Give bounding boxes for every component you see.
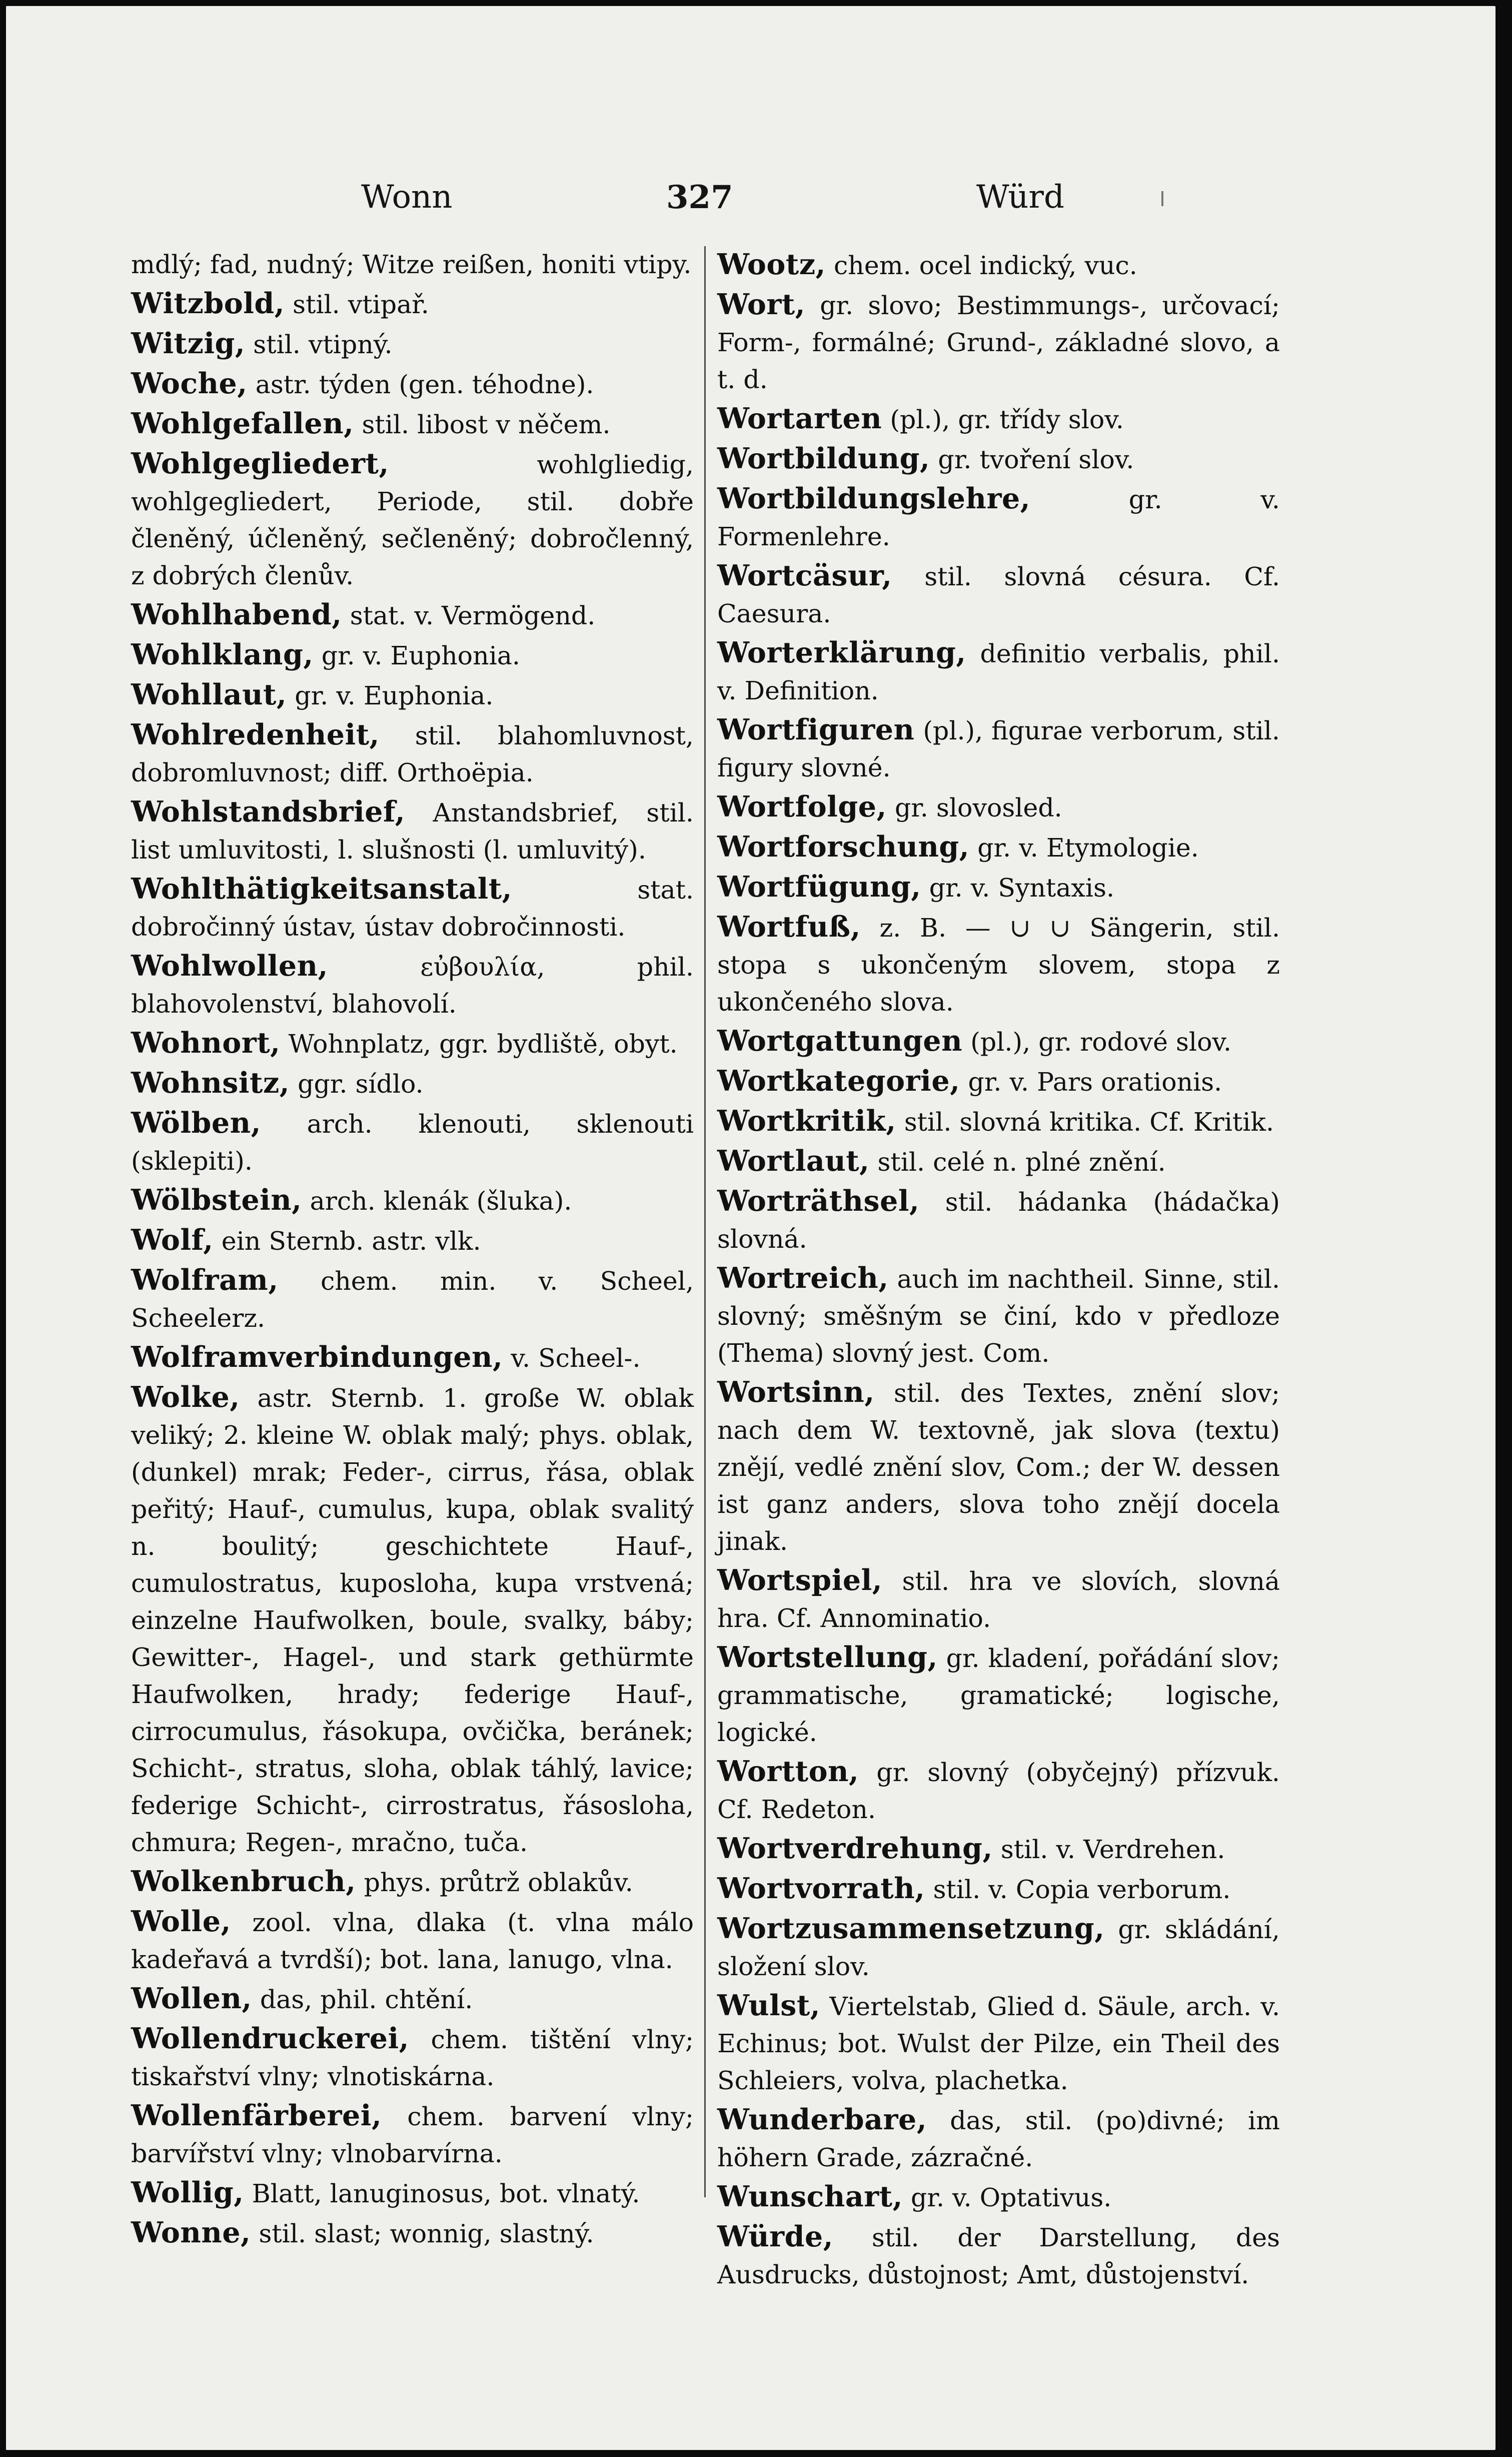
dictionary-entry: [131, 1863, 694, 1901]
entry-headword: Wortfügung,: [717, 870, 921, 904]
dictionary-entry: [131, 1379, 694, 1861]
dictionary-entry: [717, 909, 1280, 1021]
entry-definition: gr. v. Formenlehre.: [717, 485, 1280, 551]
dictionary-entry: [717, 1562, 1280, 1637]
entry-definition: Viertelstab, Glied d. Säule, arch. v. Echinus; bot. Wulst der Pilze, ein Theil des Schleiers, volva, plachetka.: [717, 1992, 1280, 2095]
dictionary-entry: [717, 1753, 1280, 1828]
entry-definition: gr. v. Euphonia.: [295, 681, 494, 710]
dictionary-entry: [717, 480, 1280, 555]
entry-headword: Wohnort,: [131, 1026, 281, 1060]
dictionary-entry: [717, 1183, 1280, 1258]
entry-definition: stat. v. Vermögend.: [350, 601, 596, 630]
entry-headword: Wortkritik,: [717, 1104, 896, 1138]
entry-definition: stil. slast; wonnig, slastný.: [259, 2219, 594, 2248]
entry-definition: astr. Sternb. 1. große W. oblak veliký; 2. kleine W. oblak malý; phys. oblak, (dunkel) mrak; Feder-, cirrus, řása, oblak peřitý; Hauf-, cumulus, kupa, oblak svalitý n. boulitý; geschichtete Hauf-, cumulostratus, kuposloha, kupa vrstvená; einzelne Haufwolken, boule, svalky, báby; Gewitter-, Hagel-, und stark gethürmte Haufwolken, hrady; federige Hauf-, cirrocumulus, řásokupa, ovčička, beránek; Schicht-, stratus, sloha, oblak táhlý, lavice; federige Schicht-, cirrostratus, řásosloha, chmura; Regen-, mračno, tuča.: [131, 1383, 694, 1857]
entry-headword: Wolke,: [131, 1380, 240, 1414]
entry-headword: Wulst,: [717, 1989, 821, 2022]
entry-definition: stil. celé n. plné znění.: [877, 1147, 1166, 1177]
entry-definition: stil. hra ve slovích, slovná hra. Cf. Annominatio.: [717, 1566, 1280, 1633]
dictionary-entry: [131, 636, 694, 674]
entry-definition: gr. v. Euphonia.: [321, 641, 520, 670]
entry-definition: Anstandsbrief, stil. list umluvitosti, l. slušnosti (l. umluvitý).: [131, 798, 694, 865]
entry-headword: Wohlgegliedert,: [131, 447, 389, 480]
entry-headword: Wohlthätigkeitsanstalt,: [131, 872, 512, 906]
entry-definition: das, phil. chtění.: [260, 1985, 473, 2014]
entry-definition: gr. v. Etymologie.: [977, 833, 1199, 863]
entry-headword: Wölbstein,: [131, 1183, 302, 1217]
entry-headword: Wolkenbruch,: [131, 1865, 356, 1898]
entry-headword: Wortbildungslehre,: [717, 482, 1031, 515]
dictionary-entry: [131, 1182, 694, 1220]
dictionary-entry: [717, 557, 1280, 632]
entry-headword: Wollig,: [131, 2176, 244, 2209]
entry-definition: stil. v. Copia verborum.: [933, 1875, 1231, 1904]
entry-definition: stil. vtipný.: [253, 330, 393, 359]
entry-definition: chem. ocel indický, vuc.: [834, 251, 1137, 280]
dictionary-entry: [131, 2020, 694, 2095]
dictionary-entry: [717, 1143, 1280, 1181]
entry-headword: Wortbildung,: [717, 442, 930, 475]
dictionary-entry: [717, 246, 1280, 284]
entry-headword: Wortverdrehung,: [717, 1832, 993, 1865]
entry-headword: Wölben,: [131, 1106, 261, 1140]
entry-definition: εὐβουλία, phil. blahovolenství, blahovolí.: [131, 952, 694, 1019]
dictionary-entry: [131, 405, 694, 443]
entry-definition: stil. hádanka (hádačka) slovná.: [717, 1187, 1280, 1254]
dictionary-entry: [131, 1339, 694, 1377]
entry-definition: stil. vtipař.: [293, 290, 429, 319]
entry-definition: auch im nachtheil. Sinne, stil. slovný; směšným se činí, kdo v předloze (Thema) slovný jest. Com.: [717, 1264, 1280, 1368]
entry-definition: gr. tvoření slov.: [938, 445, 1134, 474]
entry-definition: gr. kladení, pořádání slov; grammatische, gramatické; logische, logické.: [717, 1644, 1280, 1747]
column-divider: [704, 246, 706, 2197]
entry-definition: Wohnplatz, ggr. bydliště, obyt.: [288, 1029, 678, 1059]
dictionary-entry: [717, 869, 1280, 907]
dictionary-entry: [131, 1980, 694, 2018]
entry-headword: Wortton,: [717, 1755, 859, 1788]
dictionary-entry: [131, 285, 694, 323]
entry-headword: Wohlstandsbrief,: [131, 795, 406, 829]
dictionary-entry: [717, 400, 1280, 438]
dictionary-entry: [131, 793, 694, 869]
dictionary-entry: [131, 365, 694, 403]
dictionary-entry: [717, 1910, 1280, 1985]
dictionary-entry: [717, 2101, 1280, 2176]
entry-headword: Wort,: [717, 288, 806, 321]
dictionary-entry: [131, 676, 694, 714]
entry-definition: stil. slovná kritika. Cf. Kritik.: [904, 1107, 1274, 1137]
dictionary-entry: [131, 1105, 694, 1180]
entry-headword: Wortlaut,: [717, 1144, 870, 1178]
entry-definition: chem. min. v. Scheel, Scheelerz.: [131, 1266, 694, 1333]
entry-headword: Wollenfärberei,: [131, 2099, 382, 2132]
page-number: 327: [666, 179, 733, 216]
entry-headword: Wollendruckerei,: [131, 2022, 409, 2055]
dictionary-entry: [131, 871, 694, 946]
entry-definition: z. B. — ∪ ∪ Sängerin, stil. stopa s ukončeným slovem, stopa z ukončeného slova.: [717, 913, 1280, 1017]
entry-headword: Wohlredenheit,: [131, 718, 380, 751]
entry-headword: Wortstellung,: [717, 1641, 938, 1674]
entry-definition: phys. průtrž oblakův.: [364, 1868, 633, 1897]
entry-headword: Wolfram,: [131, 1263, 279, 1297]
entry-definition: gr. slovo; Bestimmungs-, určovací; Form-, formálné; Grund-, základné slovo, a t. d.: [717, 291, 1280, 394]
dictionary-entry: [717, 1374, 1280, 1560]
entry-headword: Wortreich,: [717, 1261, 889, 1295]
entry-definition: chem. tištění vlny; tiskařství vlny; vlnotiskárna.: [131, 2025, 694, 2091]
entry-definition: gr. slovosled.: [894, 793, 1062, 823]
entry-definition: zool. vlna, dlaka (t. vlna málo kadeřavá a tvrdší); bot. lana, lanugo, vlna.: [131, 1908, 694, 1974]
entry-headword: Wolle,: [131, 1905, 231, 1938]
entry-definition: ggr. sídlo.: [298, 1069, 424, 1099]
left-column: [131, 246, 694, 2252]
dictionary-entry: [131, 948, 694, 1023]
entry-definition: stat. dobročinný ústav, ústav dobročinnosti.: [131, 875, 694, 942]
entry-definition: (pl.), gr. třídy slov.: [890, 405, 1124, 434]
entry-headword: Wortcäsur,: [717, 559, 892, 592]
dictionary-entry: [717, 1103, 1280, 1141]
right-column: [717, 246, 1280, 2293]
entry-definition: gr. v. Syntaxis.: [929, 873, 1115, 903]
entry-headword: Witzbold,: [131, 287, 285, 320]
dictionary-entry: [717, 1063, 1280, 1101]
entry-definition: arch. klenák (šluka).: [310, 1186, 572, 1216]
entry-definition: arch. klenouti, sklenouti (sklepiti).: [131, 1109, 694, 1176]
entry-headword: Wortzusammensetzung,: [717, 1912, 1105, 1945]
entry-headword: Wortfuß,: [717, 910, 861, 944]
dictionary-entry: [717, 2218, 1280, 2293]
entry-definition: mdlý; fad, nudný; Witze reißen, honiti vtipy.: [131, 250, 692, 279]
entry-headword: Wortfiguren: [717, 713, 915, 746]
dictionary-entry: [131, 445, 694, 594]
entry-definition: stil. blahomluvnost, dobromluvnost; diff. Orthoëpia.: [131, 721, 694, 787]
entry-headword: Wolf,: [131, 1223, 214, 1257]
dictionary-entry: [131, 246, 694, 283]
entry-definition: (pl.), figurae verborum, stil. figury slovné.: [717, 716, 1280, 782]
entry-headword: Wunderbare,: [717, 2103, 927, 2136]
dictionary-entry: [131, 2214, 694, 2252]
entry-definition: stil. des Textes, znění slov; nach dem W. textovně, jak slova (textu) znějí, vedlé znění slov, Com.; der W. dessen ist ganz anders, slova toho znějí docela jinak.: [717, 1378, 1280, 1556]
entry-definition: stil. libost v něčem.: [362, 410, 611, 439]
dictionary-entry: [131, 596, 694, 634]
entry-definition: gr. slovný (obyčejný) přízvuk. Cf. Redeton.: [717, 1758, 1280, 1824]
dictionary-entry: [717, 788, 1280, 827]
entry-definition: das, stil. (po)divné; im höhern Grade, zázračné.: [717, 2106, 1280, 2172]
entry-headword: Wortspiel,: [717, 1563, 883, 1597]
entry-headword: Wohnsitz,: [131, 1066, 290, 1100]
dictionary-entry: [717, 634, 1280, 709]
entry-headword: Wortsinn,: [717, 1375, 875, 1409]
dictionary-entry: [717, 1639, 1280, 1751]
entry-headword: Würde,: [717, 2220, 834, 2253]
dictionary-entry: [131, 1065, 694, 1103]
entry-definition: gr. skládání, složení slov.: [717, 1915, 1280, 1981]
entry-headword: Woche,: [131, 367, 248, 400]
dictionary-entry: [131, 2097, 694, 2172]
dictionary-entry: [131, 716, 694, 791]
entry-definition: gr. v. Optativus.: [911, 2183, 1112, 2212]
entry-definition: definitio verbalis, phil. v. Definition.: [717, 639, 1280, 705]
entry-headword: Wortfolge,: [717, 790, 887, 824]
entry-definition: astr. týden (gen. téhodne).: [255, 370, 594, 399]
dictionary-entry: [717, 1023, 1280, 1061]
entry-definition: v. Scheel-.: [511, 1343, 641, 1373]
entry-definition: stil. v. Verdrehen.: [1000, 1835, 1225, 1864]
dictionary-entry: [131, 1262, 694, 1337]
entry-headword: Worterklärung,: [717, 636, 966, 669]
entry-definition: wohlgliedig, wohlgegliedert, Periode, stil. dobře členěný, účleněný, sečleněný; dobročlenný, z dobrých členův.: [131, 450, 694, 590]
entry-headword: Wollen,: [131, 1982, 252, 2015]
dictionary-page: [6, 6, 1495, 2450]
dictionary-entry: [717, 1260, 1280, 1372]
entry-headword: Wolframverbindungen,: [131, 1340, 503, 1374]
dictionary-entry: [717, 286, 1280, 398]
dictionary-entry: [717, 1870, 1280, 1908]
entry-headword: Witzig,: [131, 327, 246, 360]
header-right-guideword: Würd: [976, 179, 1064, 216]
entry-definition: Blatt, lanuginosus, bot. vlnatý.: [252, 2179, 640, 2208]
entry-definition: gr. v. Pars orationis.: [968, 1067, 1222, 1097]
entry-headword: Wortgattungen: [717, 1024, 963, 1058]
entry-headword: Wootz,: [717, 248, 826, 281]
dictionary-entry: [717, 1987, 1280, 2099]
dictionary-entry: [717, 711, 1280, 786]
entry-headword: Wortforschung,: [717, 830, 970, 864]
print-mark: [1161, 191, 1163, 206]
entry-headword: Wortvorrath,: [717, 1872, 925, 1905]
entry-headword: Wunschart,: [717, 2180, 903, 2213]
entry-headword: Worträthsel,: [717, 1184, 920, 1218]
entry-headword: Wortkategorie,: [717, 1064, 960, 1098]
dictionary-entry: [717, 440, 1280, 478]
entry-definition: ein Sternb. astr. vlk.: [221, 1226, 481, 1256]
entry-definition: chem. barvení vlny; barvířství vlny; vlnobarvírna.: [131, 2102, 694, 2168]
dictionary-entry: [131, 1222, 694, 1260]
header-left-guideword: Wonn: [361, 179, 453, 216]
entry-definition: stil. der Darstellung, des Ausdrucks, důstojnost; Amt, důstojenství.: [717, 2223, 1280, 2289]
running-header: [6, 179, 1495, 224]
entry-headword: Wohlklang,: [131, 638, 314, 671]
entry-headword: Wohlgefallen,: [131, 407, 354, 440]
entry-headword: Wohlwollen,: [131, 949, 328, 983]
entry-headword: Wohllaut,: [131, 678, 287, 711]
dictionary-entry: [131, 325, 694, 363]
entry-definition: stil. slovná césura. Cf. Caesura.: [717, 562, 1280, 628]
entry-headword: Wonne,: [131, 2216, 251, 2249]
dictionary-entry: [131, 1903, 694, 1978]
dictionary-entry: [717, 2178, 1280, 2216]
entry-definition: (pl.), gr. rodové slov.: [970, 1027, 1232, 1057]
entry-headword: Wortarten: [717, 402, 882, 435]
entry-headword: Wohlhabend,: [131, 598, 342, 631]
dictionary-entry: [717, 1830, 1280, 1868]
dictionary-entry: [131, 2174, 694, 2212]
dictionary-entry: [717, 829, 1280, 867]
dictionary-entry: [131, 1025, 694, 1063]
